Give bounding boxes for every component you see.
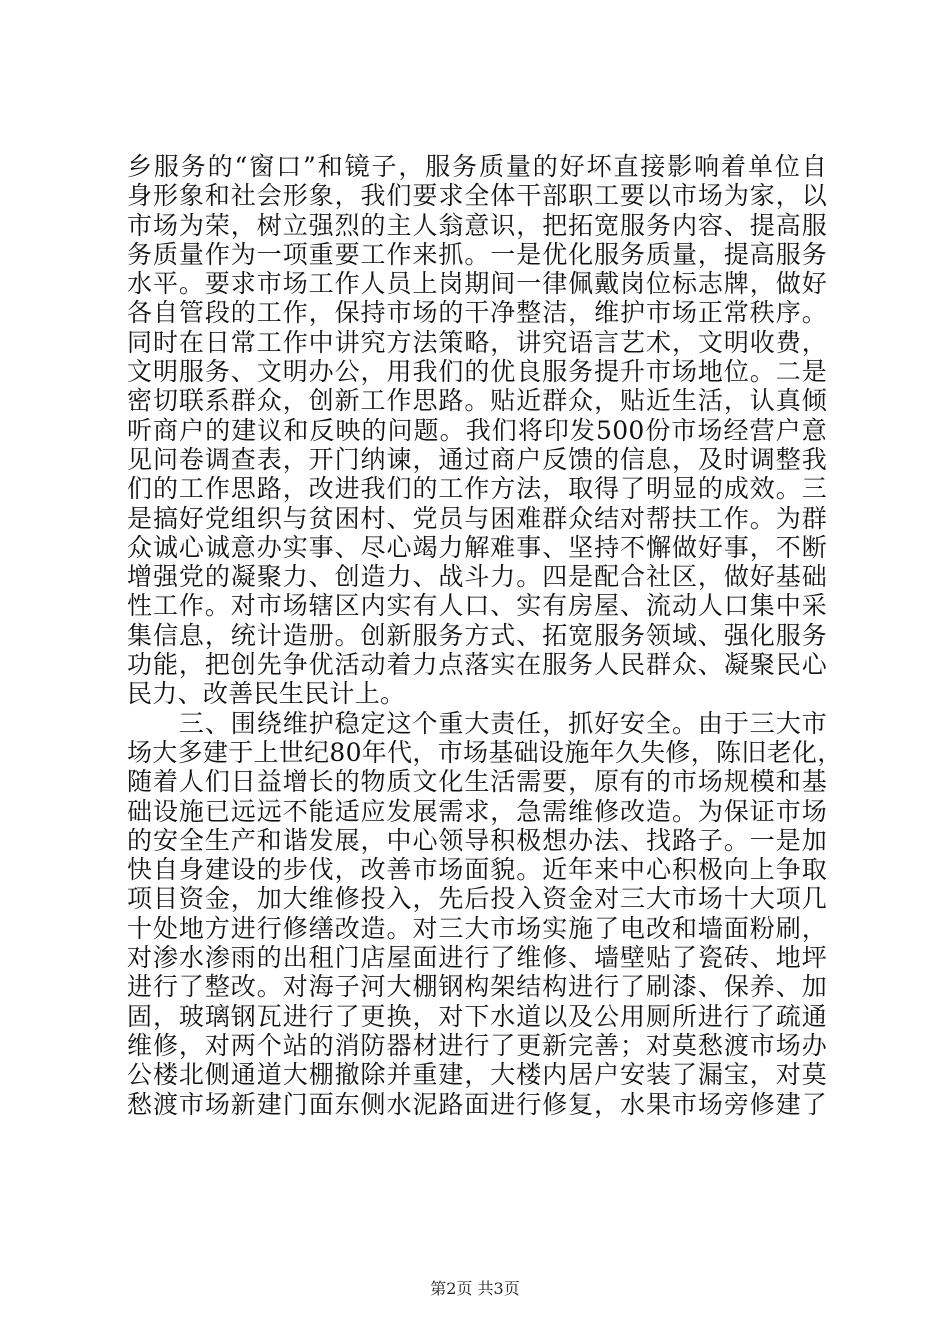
text-line: 三、围绕维护稳定这个重大责任，抓好安全。由于三大市 (127, 708, 827, 738)
text-line: 对渗水渗雨的出租门店屋面进行了维修、墙壁贴了瓷砖、地坪 (127, 943, 827, 973)
text-line: 同时在日常工作中讲究方法策略，讲究语言艺术，文明收费， (127, 327, 827, 357)
text-line: 是搞好党组织与贫困村、党员与困难群众结对帮扶工作。为群 (127, 503, 827, 533)
text-line: 进行了整改。对海子河大棚钢构架结构进行了刷漆、保养、加 (127, 972, 827, 1002)
text-line: 的安全生产和谐发展，中心领导积极想办法、找路子。一是加 (127, 825, 827, 855)
text-line: 听商户的建议和反映的问题。我们将印发500份市场经营户意 (127, 415, 827, 445)
text-line: 市场为荣，树立强烈的主人翁意识，把拓宽服务内容、提高服 (127, 210, 827, 240)
body-text (127, 152, 843, 1119)
text-line: 各自管段的工作，保持市场的干净整洁，维护市场正常秩序。 (127, 298, 827, 328)
text-line: 维修，对两个站的消防器材进行了更新完善；对莫愁渡市场办 (127, 1030, 827, 1060)
text-line: 场大多建于上世纪80年代，市场基础设施年久失修，陈旧老化， (127, 737, 843, 767)
text-line: 集信息，统计造册。创新服务方式、拓宽服务领域、强化服务 (127, 620, 827, 650)
text-line: 功能，把创先争优活动着力点落实在服务人民群众、凝聚民心 (127, 650, 827, 680)
text-line: 见问卷调查表，开门纳谏，通过商户反馈的信息，及时调整我 (127, 444, 827, 474)
text-line: 密切联系群众，创新工作思路。贴近群众，贴近生活，认真倾 (127, 386, 827, 416)
text-line: 水平。要求市场工作人员上岗期间一律佩戴岗位标志牌，做好 (127, 269, 827, 299)
text-line: 众诚心诚意办实事、尽心竭力解难事、坚持不懈做好事，不断 (127, 532, 827, 562)
text-line: 文明服务、文明办公，用我们的优良服务提升市场地位。二是 (127, 357, 827, 387)
text-line: 乡服务的“窗口”和镜子，服务质量的好坏直接影响着单位自 (127, 152, 827, 181)
text-line: 础设施已远远不能适应发展需求，急需维修改造。为保证市场 (127, 796, 827, 826)
text-line: 民力、改善民生民计上。 (127, 679, 406, 709)
text-line: 愁渡市场新建门面东侧水泥路面进行修复，水果市场旁修建了 (127, 1089, 827, 1119)
text-line: 十处地方进行修缮改造。对三大市场实施了电改和墙面粉刷， (127, 913, 827, 943)
text-line: 项目资金，加大维修投入，先后投入资金对三大市场十大项几 (127, 884, 827, 914)
text-line: 公楼北侧通道大棚撤除并重建，大楼内居户安装了漏宝，对莫 (127, 1060, 827, 1090)
text-line: 随着人们日益增长的物质文化生活需要，原有的市场规模和基 (127, 767, 827, 797)
text-line: 身形象和社会形象，我们要求全体干部职工要以市场为家，以 (127, 181, 827, 211)
text-line: 固，玻璃钢瓦进行了更换，对下水道以及公用厕所进行了疏通 (127, 1001, 827, 1031)
text-line: 性工作。对市场辖区内实有人口、实有房屋、流动人口集中采 (127, 591, 827, 621)
text-line: 务质量作为一项重要工作来抓。一是优化服务质量，提高服务 (127, 239, 827, 269)
text-line: 快自身建设的步伐，改善市场面貌。近年来中心积极向上争取 (127, 855, 827, 885)
text-line: 们的工作思路，改进我们的工作方法，取得了明显的成效。三 (127, 474, 827, 504)
page-footer: 第2页 共3页 (430, 1279, 520, 1298)
text-line: 增强党的凝聚力、创造力、战斗力。四是配合社区，做好基础 (127, 562, 827, 592)
